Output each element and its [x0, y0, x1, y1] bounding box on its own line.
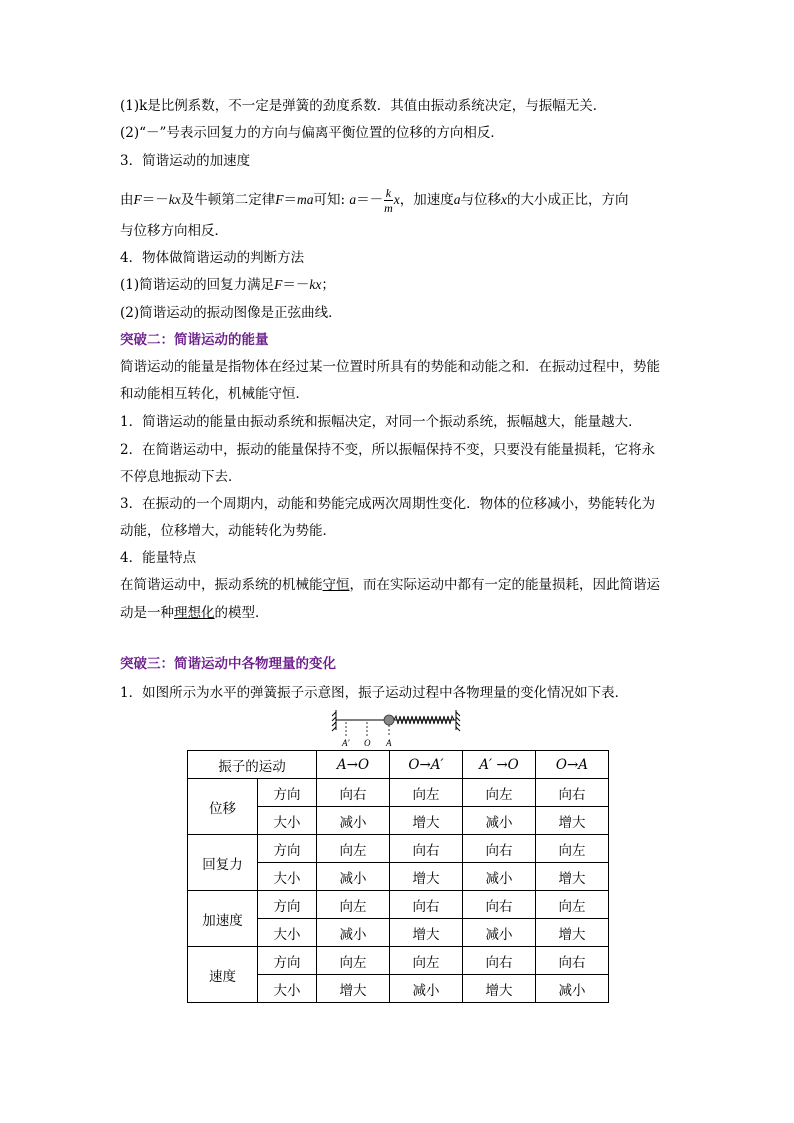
- sub-label: 方向: [258, 835, 317, 863]
- table-cell: 向右: [536, 947, 609, 975]
- heading-breakthrough-3: 突破三：简谐运动中各物理量的变化: [120, 656, 336, 672]
- sub-label: 大小: [258, 863, 317, 891]
- paragraph-criteria-1: (1)简谐运动的回复力满足F＝－kx；: [120, 277, 335, 293]
- sub-label: 方向: [258, 947, 317, 975]
- sub-label: 方向: [258, 779, 317, 807]
- sub-label: 大小: [258, 807, 317, 835]
- paragraph-k-note: (1)k是比例系数，不一定是弹簧的劲度系数．其值由振动系统决定，与振幅无关．: [120, 98, 607, 114]
- table-cell: 向左: [317, 947, 390, 975]
- table-cell: 向右: [463, 947, 536, 975]
- sub-label: 方向: [258, 891, 317, 919]
- table-row: [188, 947, 609, 975]
- table-header-row: [188, 751, 609, 779]
- table-cell: 减小: [463, 863, 536, 891]
- oscillator-ball: [384, 715, 394, 725]
- table-cell: 减小: [536, 975, 609, 1003]
- section-criteria-title: 4．物体做简谐运动的判断方法: [120, 250, 305, 266]
- table-cell: 向左: [536, 835, 609, 863]
- group-label: 回复力: [188, 835, 258, 891]
- spring-oscillator-figure: [330, 708, 462, 750]
- paragraph-energy-point-4: 4．能量特点: [120, 550, 197, 566]
- paragraph-minus-note: (2)“－”号表示回复力的方向与偏离平衡位置的位移的方向相反．: [120, 125, 504, 141]
- section-acceleration-title: 3．简谐运动的加速度: [120, 153, 251, 169]
- table-cell: 向右: [463, 891, 536, 919]
- paragraph-energy-point-2a: 2．在简谐运动中，振动的能量保持不变，所以振幅保持不变，只要没有能量损耗，它将永: [120, 442, 656, 458]
- label-a-prime: A′: [342, 738, 350, 748]
- quantity-change-table: [187, 750, 609, 1003]
- label-o: O: [364, 738, 371, 748]
- header-cell-a-prime-to-o: A′ →O: [463, 751, 536, 779]
- table-cell: 增大: [536, 919, 609, 947]
- table-cell: 减小: [317, 863, 390, 891]
- paragraph-energy-point-3b: 动能，位移增大，动能转化为势能．: [120, 523, 336, 539]
- table-cell: 增大: [536, 863, 609, 891]
- paragraph-energy-point-1: 1．简谐运动的能量由振动系统和振幅决定，对同一个振动系统，振幅越大，能量越大．: [120, 414, 642, 430]
- group-label: 位移: [188, 779, 258, 835]
- table-cell: 增大: [317, 975, 390, 1003]
- table-cell: 向左: [463, 779, 536, 807]
- table-cell: 增大: [390, 807, 463, 835]
- table-cell: 向右: [536, 779, 609, 807]
- table-cell: 向左: [317, 891, 390, 919]
- table-cell: 向左: [317, 835, 390, 863]
- table-cell: 向右: [317, 779, 390, 807]
- table-cell: 增大: [463, 975, 536, 1003]
- table-cell: 向右: [390, 835, 463, 863]
- sub-label: 大小: [258, 975, 317, 1003]
- paragraph-direction-note: 与位移方向相反．: [120, 223, 228, 239]
- table-cell: 向右: [390, 891, 463, 919]
- table-cell: 向左: [536, 891, 609, 919]
- paragraph-acceleration-formula: 由F＝－kx及牛顿第二定律F＝ma可知: a＝－ $\frac{k}{m}$ x，加速度a与位移x的大小成正比，方向: [120, 186, 629, 215]
- paragraph-energy-features-b: 动是一种理想化的模型．: [120, 605, 269, 621]
- header-cell-motion: 振子的运动: [188, 751, 317, 779]
- paragraph-energy-2: 和动能相互转化，机械能守恒．: [120, 386, 309, 402]
- table-cell: 减小: [390, 975, 463, 1003]
- paragraph-energy-point-2b: 不停息地振动下去．: [120, 469, 242, 485]
- left-wall: [332, 710, 336, 731]
- table-cell: 增大: [390, 863, 463, 891]
- fraction-k-over-m: $\frac{k}{m}$: [384, 186, 393, 215]
- paragraph-energy-point-3a: 3．在振动的一个周期内，动能和势能完成两次周期性变化．物体的位移减小，势能转化为: [120, 496, 656, 512]
- table-cell: 向左: [390, 947, 463, 975]
- table-row: [188, 779, 609, 807]
- label-a: A: [386, 738, 392, 748]
- header-cell-a-to-o: A→O: [317, 751, 390, 779]
- group-label: 加速度: [188, 891, 258, 947]
- table-cell: 增大: [536, 807, 609, 835]
- table-row: [188, 835, 609, 863]
- header-cell-o-to-a: O→A: [536, 751, 609, 779]
- table-cell: 向左: [390, 779, 463, 807]
- heading-breakthrough-2: 突破二：简谐运动的能量: [120, 332, 269, 348]
- group-label: 速度: [188, 947, 258, 1003]
- paragraph-energy-1: 简谐运动的能量是指物体在经过某一位置时所具有的势能和动能之和．在振动过程中，势能: [120, 359, 660, 375]
- right-wall: [456, 710, 460, 731]
- table-row: [188, 891, 609, 919]
- spring: [394, 716, 456, 724]
- table-cell: 减小: [317, 919, 390, 947]
- paragraph-energy-features-a: 在简谐运动中，振动系统的机械能守恒，而在实际运动中都有一定的能量损耗，因此简谐运: [120, 577, 660, 593]
- table-cell: 减小: [463, 919, 536, 947]
- table-cell: 减小: [317, 807, 390, 835]
- sub-label: 大小: [258, 919, 317, 947]
- table-cell: 向右: [463, 835, 536, 863]
- table-cell: 减小: [463, 807, 536, 835]
- paragraph-criteria-2: (2)简谐运动的振动图像是正弦曲线．: [120, 305, 342, 321]
- header-cell-o-to-a-prime: O→A′: [390, 751, 463, 779]
- paragraph-figure-intro: 1．如图所示为水平的弹簧振子示意图，振子运动过程中各物理量的变化情况如下表．: [120, 685, 629, 701]
- table-cell: 增大: [390, 919, 463, 947]
